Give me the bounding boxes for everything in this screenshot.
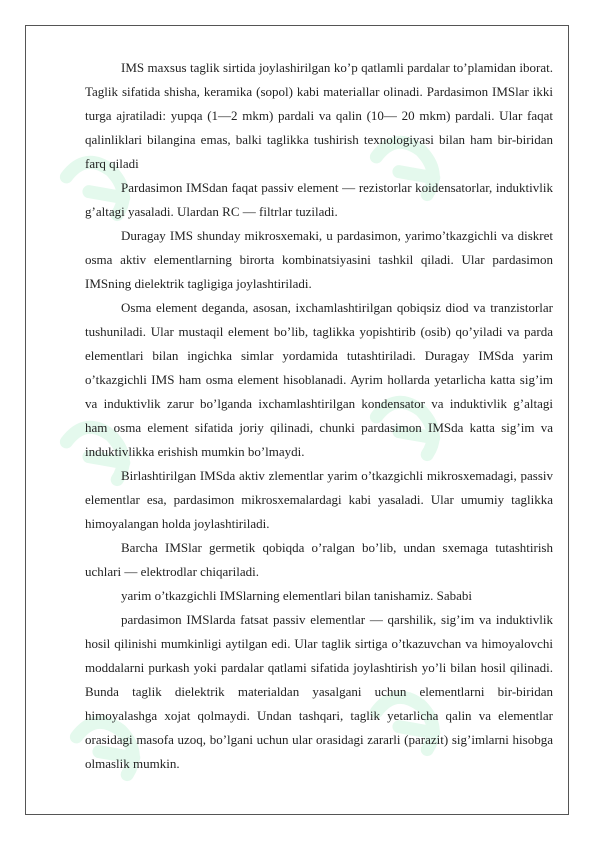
paragraph: Osma element deganda, asosan, ixchamlashtirilgan qobiqsiz diod va tranzistorlar tushuniladi. Ular mustaqil element bo’lib, taglikka yopishtirib (osib) qo’yiladi va parda elementlari bilan ingichka simlar yordamida tutashtiriladi. Duragay IMSda yarim o’tkazgichli IMS ham osma element hisoblanadi. Ayrim hollarda yetarlicha katta sig’im va induktivlik zarur bo’lganda ixchamlashtirilgan kondensator va induktivlik g’altagi ham osma element sifatida joriy qilinadi, chunki pardasimon IMSda katta sig’im va induktivlikka erishish mumkin bo’lmaydi.	[85, 300, 553, 459]
paragraph: Duragay IMS shunday mikrosxemaki, u pardasimon, yarimo’tkazgichli va diskret osma aktiv elementlarning birorta kombinatsiyasini tashkil qiladi. Ular pardasimon IMSning dielektrik tagligiga joylashtiriladi.	[85, 228, 553, 291]
paragraph: Pardasimon IMSdan faqat passiv element — rezistorlar koidensatorlar, induktivlik g’altagi yasaladi. Ulardan RC — filtrlar tuziladi.	[85, 180, 553, 219]
paragraph: yarim o’tkazgichli IMSlarning elementlari bilan tanishamiz. Sababi	[121, 588, 473, 603]
paragraph: Barcha IMSlar germetik qobiqda o’ralgan bo’lib, undan sxemaga tutashtirish uchlari — elektrodlar chiqariladi.	[85, 540, 553, 579]
paragraph: IMS maxsus taglik sirtida joylashirilgan ko’p qatlamli pardalar to’plamidan iborat. Taglik sifatida shisha, keramika (sopol) kabi materiallar olinadi. Pardasimon IMSlar ikki turga ajratiladi: yupqa (1—2 mkm) pardali va qalin (10— 20 mkm) pardali. Ular faqat qalinliklari bilangina emas, balki taglikka tushirish texnologiyasi bilan ham bir-biridan farq qiladi	[85, 60, 553, 171]
document-body	[85, 56, 553, 776]
paragraph: pardasimon IMSlarda fatsat passiv elementlar — qarshilik, sig’im va induktivlik hosil qilinishi mumkinligi aytilgan edi. Ular taglik sirtiga o’tkazuvchan va himoyalovchi moddalarni purkash yoki pardalar qatlami sifatida joylashtirish yo’li bilan hosil qilinadi. Bunda taglik dielektrik materialdan yasalgani uchun elementlarni bir-biridan himoyalashga xojat qolmaydi. Undan tashqari, taglik yetarlicha qalin va elementlar orasidagi masofa uzoq, bo’lgani uchun ular orasidagi zararli (parazit) sig’imlarni hisobga olmaslik mumkin.	[85, 612, 553, 771]
paragraph: Birlashtirilgan IMSda aktiv zlementlar yarim o’tkazgichli mikrosxemadagi, passiv elementlar esa, pardasimon mikrosxemalardagi kabi yasaladi. Ular umumiy taglikka himoyalangan holda joylashtiriladi.	[85, 468, 553, 531]
